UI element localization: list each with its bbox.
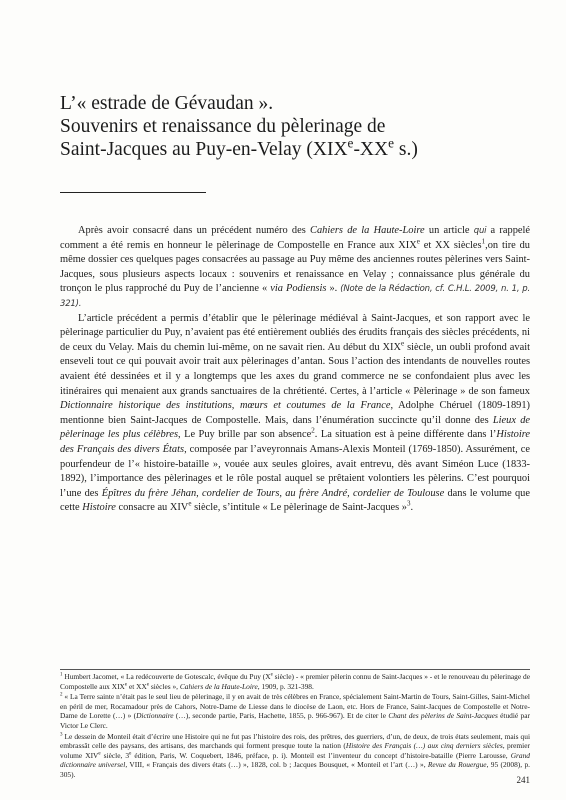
footnote-2: $^2$ « La Terre sainte n’était pas le seul lieu de pèlerinage, il y en avait de très célèbres en France, spécialement Saint-Martin de Tours, Saint-Gilles, Saint-Michel en péril de mer, Rocamadour près de Cahors, Notre-Dame de Liesse dans le diocèse de Laon, etc. Hors de France, Saint-Jacques de Compostelle et Notre-Dame de Lorette (…) » (Dictionnaire (…), seconde partie, Paris, Hachette, 1855, p. 966-967). Et de citer le Chant des pèlerins de Saint-Jacques étudié par Victor Le Clerc. [60,692,530,730]
footnote-ref-1: 1 [481,237,486,246]
footnote-3: $^3$ Le dessein de Monteil était d’écrire une Histoire qui ne fut pas l’histoire des rois, des prêtres, des guerriers, d’un, de deux, de trois états seulement, mais qui embrassât celle des paysans, des artisans, des marchands qui forment presque toute la nation (Histoire des Français (…) aux cinq derniers siècles, premier volume XIVe siècle, 3e édition, Paris, W. Coquebert, 1846, préface, p. i). Monteil est l’inventeur du concept d’histoire-bataille (Pierre Larousse, Grand dictionnaire universel, VIII, « Français des divers états (…) », 1828, col. b ; Jacques Bousquet, « Monteil et l’art (…) », Revue du Rouergue, 95 (2008), p. 305). [60,731,531,779]
footnote-1: $^1$ Humbert Jacomet, « La redécouverte de Gotescalc, évêque du Puy (Xe siècle) - « premier pèlerin connu de Saint-Jacques » - et le renouveau du pèlerinage de Compostelle aux XIXe et XXe siècles », Cahiers de la Haute-Loire, 1909, p. 321-398. [60,672,530,691]
title-rule [60,192,206,193]
paragraph-2: L’article précédent a permis d’établir que le pèlerinage médiéval à Saint-Jacques, et son rapport avec le pèlerinage particulier du Puy, n’avaient pas été entièrement oubliés des érudits français des siècles précédents, ni de ceux du Velay. Mais du chemin lui-même, on ne savait rien. Au début du XIXe siècle, un oubli profond avait enseveli tout ce qui pouvait avoir trait aux pèlerinages d’antan. Sous l’action des intendants de nouvelles routes avaient été dessinées et il y a longtemps que les axes du grand commerce ne se confondaient plus avec les itinéraires qui menaient aux grands sanctuaires de la chrétienté. Certes, à l’article « Pèlerinage » de son fameux Dictionnaire historique des institutions, mœurs et coutumes de la France, Adolphe Chéruel (1809-1891) mentionne bien Saint-Jacques de Compostelle. Mais, dans l’énumération succincte qu’il donne des Lieux de pèlerinage les plus célèbres, Le Puy brille par son absence$^2$. La situation est à peine différente dans l’Histoire des Français des divers États, composée par l’aveyronnais Amans-Alexis Monteil (1769-1850). Assurément, ce pourfendeur de l’« histoire-bataille », vouée aux seules gloires, avait entrevu, dès avant Siméon Luce (1833-1892), l’importance des pèlerinages et le rôle postal auquel se prêtaient volontiers les pèlerins. C’est pourquoi l’une des Épîtres du frère Jéhan, cordelier de Tours, au frère André, cordelier de Toulouse dans le volume que cette Histoire consacre au XIVe siècle, s’intitule « Le pèlerinage de Saint-Jacques »$^3$. [60,312,531,514]
article-body [60,224,530,516]
footnotes-rule [60,669,530,670]
title-line-2: Souvenirs et renaissance du pèlerinage de [60,116,386,137]
title-line-3: Saint-Jacques au Puy-en-Velay (XIXe-XXe s.) [60,135,418,160]
article-title [60,92,530,161]
handwritten-note: (Note de la Rédaction, cf. C.H.L. 2009, n. 1, p. 321). [60,284,530,309]
handwritten-insert: qui [473,226,487,236]
footnote-ref-2: 2 [311,426,315,435]
title-line-1: L’« estrade de Gévaudan ». [60,93,274,114]
footnote-ref-3: 3 [407,499,411,508]
footnotes [60,672,530,781]
paragraph-1: Après avoir consacré dans un précédent numéro des Cahiers de la Haute-Loire un article qui a rappelé comment a été remis en honneur le pèlerinage de Compostelle en France aux XIXe et XX siècles$^1$,on tire du même dossier ces quelques pages consacrées au passage au Puy même des anciennes routes pèlerines vers Saint-Jacques, sous plusieurs aspects locaux : souvenirs et renaissance en Velay ; connaissance plus générale du tronçon le plus rapproché du Puy de l’ancienne « via Podiensis ». (Note de la Rédaction, cf. C.H.L. 2009, n. 1, p. 321). [60,225,531,309]
page-number: 241 [516,775,530,785]
